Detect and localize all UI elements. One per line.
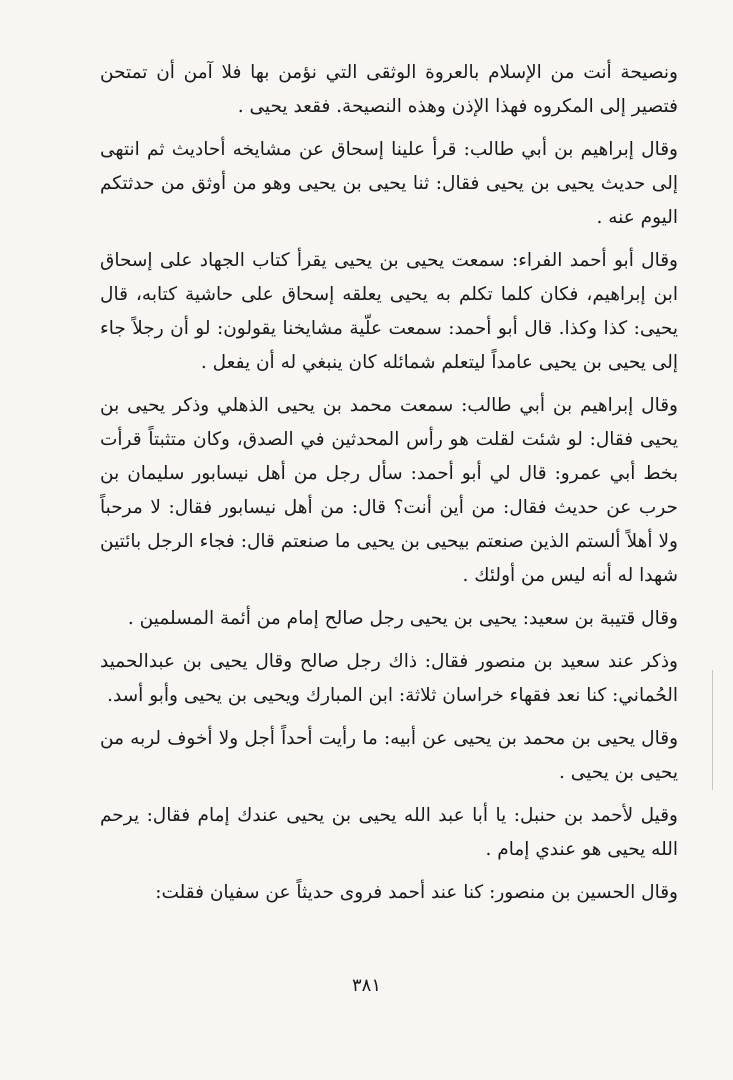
paragraph-9: وقال الحسين بن منصور: كنا عند أحمد فروى حديثاً عن سفيان فقلت: <box>155 882 678 903</box>
paragraph-1: ونصيحة أنت من الإسلام بالعروة الوثقى التي نؤمن بها فلا آمن أن تمتحن فتصير إلى المكروه فهذا الإذن وهذه النصيحة. فقعد يحيى . <box>100 62 678 117</box>
page-edge-mark <box>712 670 713 790</box>
paragraph-5: وقال قتيبة بن سعيد: يحيى بن يحيى رجل صالح إمام من أئمة المسلمين . <box>127 608 678 629</box>
paragraph-7: وقال يحيى بن محمد بن يحيى عن أبيه: ما رأيت أحداً أجل ولا أخوف لربه من يحيى بن يحيى . <box>100 728 678 783</box>
paragraph-3: وقال أبو أحمد الفراء: سمعت يحيى بن يحيى يقرأ كتاب الجهاد على إسحاق ابن إبراهيم، فكان كلما تكلم به يحيى يعلقه إسحاق على حاشية كتابه، قال يحيى: كذا وكذا. قال أبو أحمد: سمعت علّية مشايخنا يقولون: لو أن رجلاً جاء إلى يحيى بن يحيى عامداً ليتعلم شمائله كان ينبغي له أن يفعل . <box>100 250 678 373</box>
paragraph-4: وقال إبراهيم بن أبي طالب: سمعت محمد بن يحيى الذهلي وذكر يحيى بن يحيى فقال: لو شئت لقلت هو رأس المحدثين في الصدق، وكان متثبتاً قرأت بخط أبي عمرو: قال لي أبو أحمد: سأل رجل من أهل نيسابور سليمان بن حرب عن حديث فقال: من أين أنت؟ قال: من أهل نيسابور فقال: لا مرحباً ولا أهلاً ألستم الذين صنعتم بيحيى بن يحيى ما صنعتم قال: فجاء الرجل بائتين شهدا له أنه ليس من أولئك . <box>100 395 678 586</box>
paragraph-2: وقال إبراهيم بن أبي طالب: قرأ علينا إسحاق عن مشايخه أحاديث ثم انتهى إلى حديث يحيى بن يحيى فقال: ثنا يحيى بن يحيى وهو من أوثق من حدثتكم اليوم عنه . <box>100 139 678 228</box>
paragraph-6: وذكر عند سعيد بن منصور فقال: ذاك رجل صالح وقال يحيى بن عبدالحميد الحُماني: كنا نعد فقهاء خراسان ثلاثة: ابن المبارك ويحيى بن يحيى وأبو أسد. <box>100 651 678 706</box>
body-text <box>100 56 678 919</box>
paragraph-8: وقيل لأحمد بن حنبل: يا أبا عبد الله يحيى بن يحيى عندك إمام فقال: يرحم الله يحيى هو عندي إمام . <box>100 805 678 860</box>
page-number: ٣٨١ <box>351 975 381 996</box>
